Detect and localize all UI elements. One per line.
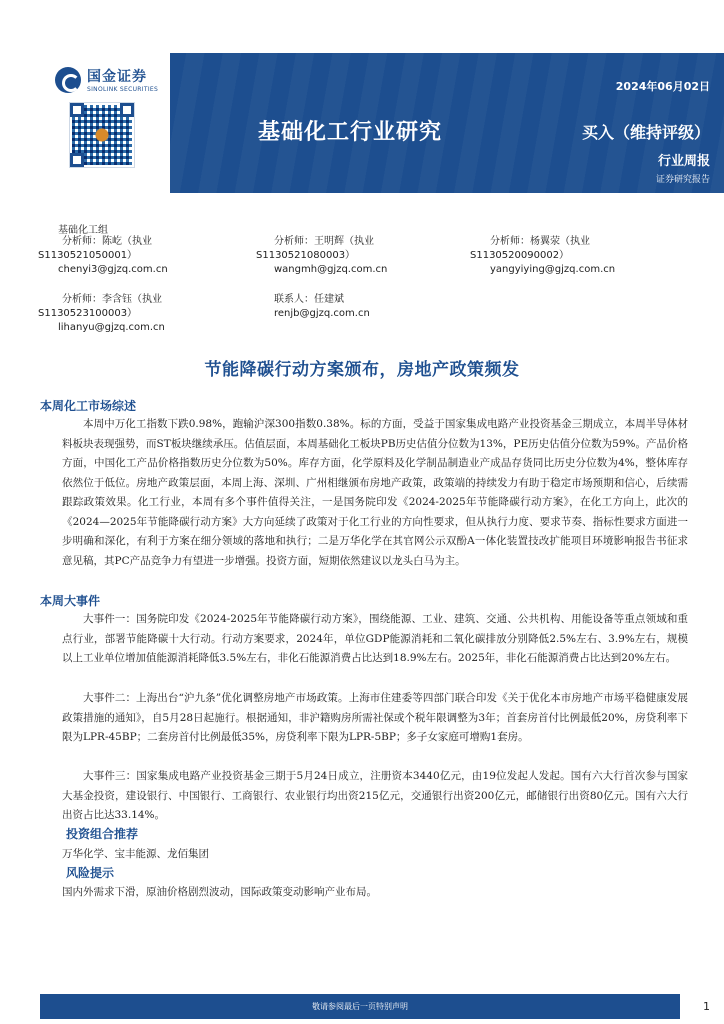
qr-corner-icon <box>120 103 134 117</box>
logo-text-cn: 国金证券 <box>87 69 147 85</box>
company-logo <box>55 66 158 93</box>
analyst-card <box>38 235 168 277</box>
section-heading-portfolio: 投资组合推荐 <box>66 827 139 841</box>
logo-mark-icon <box>55 67 81 93</box>
analyst-line: 分析师：王明辉（执业 <box>274 236 374 247</box>
rating-label: 买入（维持评级） <box>581 123 710 142</box>
report-type: 行业周报 <box>657 154 710 169</box>
team-name: 基础化工组 <box>58 225 108 236</box>
qr-corner-icon <box>70 103 84 117</box>
analyst-license: S1130523100003） <box>38 308 138 319</box>
analyst-license: S1130520090002） <box>470 250 570 261</box>
report-subtype: 证券研究报告 <box>655 175 710 185</box>
qr-corner-icon <box>70 153 84 167</box>
analyst-license: S1130521080003） <box>256 250 356 261</box>
analyst-line: 分析师：李含钰（执业 <box>62 294 162 305</box>
contact-card <box>274 293 370 321</box>
report-title: 基础化工行业研究 <box>258 120 443 145</box>
analyst-email[interactable]: lihanyu@gjzq.com.cn <box>58 322 165 333</box>
event-one-text: 大事件一：国务院印发《2024-2025年节能降碳行动方案》，围绕能源、工业、建筑、交通、公共机构、用能设备等重点领域和重点行业，部署节能降碳十大行动。行动方案要求，2024年，单位GDP能源消耗和二氧化碳排放分别降低2.5%左右、3.9%左右，规模以上工业单位增加值能源消耗降低3.5%左右，非化石能源消费占比达到18.9%左右。2025年，非化石能源消费占比达到20%左右。 <box>62 613 688 664</box>
analyst-license: S1130521050001） <box>38 250 138 261</box>
event-two-text: 大事件二：上海出台“沪九条”优化调整房地产市场政策。上海市住建委等四部门联合印发《关于优化本市房地产市场平稳健康发展政策措施的通知》，自5月28日起施行。根据通知，非沪籍购房所需社保或个税年限调整为3年；首套房首付比例最低20%，房贷利率下限为LPR-45BP；二套房首付比例最低35%，房贷利率下限为LPR-5BP；多子女家庭可增购1套房。 <box>62 692 688 743</box>
section-heading-events: 本周大事件 <box>40 594 101 608</box>
contact-email[interactable]: renjb@gjzq.com.cn <box>274 308 370 319</box>
analyst-line: 分析师：杨翼荥（执业 <box>490 236 590 247</box>
section-heading-market-review: 本周化工市场综述 <box>40 399 137 413</box>
footer-divider <box>678 994 679 1019</box>
market-review-text: 本周中万化工指数下跌0.98%，跑输沪深300指数0.38%。标的方面，受益于国家集成电路产业投资基金三期成立，本周半导体材料板块表现强势，而ST板块继续承压。估值层面，本周基础化工板块PB历史估值分位数为13%，PE历史估值分位数为59%。产品价格方面，中国化工产品价格指数历史分位数为50%。库存方面，化学原料及化学制品制造业产成品存货同比历史分位数为4%，整体库存依然位于低位。房地产政策层面，本周上海、深圳、广州相继颁布房地产政策，政策端的持续发力有助于稳定市场预期和信心，后续需跟踪政策效果。化工行业，本周有多个事件值得关注，一是国务院印发《2024-2025年节能降碳行动方案》，在化工方向上，此次的《2024—2025年节能降碳行动方案》大方向延续了政策对于化工行业的方向性要求，但从执行力度、要求节奏、指标性要求方面进一步明确和深化，有利于方案在细分领域的落地和执行；二是万华化学在其官网公示双酚A一体化装置技改扩能项目环境影响报告书征求意见稿，其PC产品竞争力有望进一步增强。投资方面，短期依然建议以龙头白马为主。 <box>62 418 688 567</box>
analyst-card <box>38 293 165 335</box>
logo-text-en: SINOLINK SECURITIES <box>87 86 159 93</box>
risk-text: 国内外需求下滑，原油价格剧烈波动，国际政策变动影响产业布局。 <box>62 886 377 898</box>
analyst-email[interactable]: chenyi3@gjzq.com.cn <box>58 264 168 275</box>
section-heading-risk: 风险提示 <box>66 866 115 880</box>
report-date: 2024年06月02日 <box>615 80 710 93</box>
portfolio-text: 万华化学、宝丰能源、龙佰集团 <box>62 848 209 860</box>
analyst-email[interactable]: yangyiying@gjzq.com.cn <box>490 264 616 275</box>
page-number: 1 <box>703 1000 710 1013</box>
analyst-card <box>256 235 388 277</box>
analyst-card <box>470 235 616 277</box>
footer-disclaimer: 敬请参阅最后一页特别声明 <box>312 1002 408 1011</box>
event-three-text: 大事件三：国家集成电路产业投资基金三期于5月24日成立，注册资本3440亿元，由19位发起人发起。国有六大行首次参与国家大基金投资，建设银行、中国银行、工商银行、农业银行均出资215亿元，交通银行出资200亿元，邮储银行出资80亿元。国有六大行出资占比达33.14%。 <box>62 770 688 821</box>
contact-line: 联系人：任建斌 <box>274 294 344 305</box>
analyst-email[interactable]: wangmh@gjzq.com.cn <box>274 264 388 275</box>
main-title: 节能降碳行动方案颁布，房地产政策频发 <box>204 360 520 380</box>
analyst-line: 分析师：陈屹（执业 <box>62 236 152 247</box>
